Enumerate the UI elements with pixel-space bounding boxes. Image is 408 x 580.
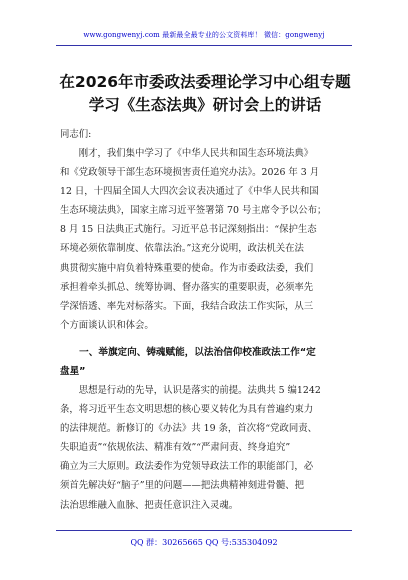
footer-contact: QQ 群：30265665 QQ 号:535304092 [130, 538, 278, 547]
salutation: 同志们: [60, 129, 92, 140]
paragraph-line: 8 月 15 日法典正式施行。习近平总书记深刻指出：“保护生态 [60, 224, 317, 236]
paragraph-line: 12 日，十四届全国人大四次会议表决通过了《中华人民共和国 [60, 186, 319, 198]
footer-divider [56, 530, 352, 531]
paragraph-line: 承担着牵头抓总、统筹协调、督办落实的重要职责，必须率先 [60, 281, 314, 293]
title-line-1: 在2026年市委政法委理论学习中心组专题 [59, 73, 351, 91]
paragraph-line: 刚才，我们集中学习了《中华人民共和国生态环境法典》 [60, 148, 314, 159]
paragraph-line: 思想是行动的先导，认识是落实的前提。法典共 5 编1242 [60, 385, 321, 396]
site-header-link[interactable]: www.gongwenyj.com 最新最全最专业的公文资料库！ 微信：gongwenyj [83, 31, 325, 39]
document-title [44, 71, 366, 117]
paragraph-line: 确立为三大原则。政法委作为党领导政法工作的职能部门，必 [60, 461, 314, 473]
paragraph-2 [60, 381, 360, 515]
header-divider [56, 45, 352, 46]
heading-line-1: 一、举旗定向、铸魂赋能，以法治信仰校准政法工作“定 [60, 347, 316, 358]
paragraph-1 [60, 144, 360, 335]
paragraph-line: 典贯彻实施中肩负着特殊重要的使命。作为市委政法委，我们 [60, 262, 314, 274]
paragraph-line: 和《党政领导干部生态环境损害责任追究办法》。2026 年 3 月 [60, 167, 320, 179]
paragraph-line: 的法律规范。新修订的《办法》共 19 条，首次将“党政同责、 [60, 423, 318, 435]
paragraph-line: 个方面谈认识和体会。 [60, 319, 154, 331]
paragraph-line: 条，将习近平生态文明思想的核心要义转化为具有普遍约束力 [60, 404, 314, 416]
paragraph-line: 学深悟透、率先对标落实。下面，我结合政法工作实际，从三 [60, 300, 314, 312]
paragraph-line: 法治思维融入血脉、把责任意识注入灵魂。 [60, 499, 239, 511]
title-line-2: 学习《生态法典》研讨会上的讲话 [88, 96, 322, 114]
heading-line-2: 盘星” [60, 366, 86, 377]
paragraph-line: 生态环境法典》，国家主席习近平签署第 70 号主席令予以公布； [60, 205, 327, 217]
paragraph-line: 须首先解决好“脑子”里的问题——把法典精神刻进骨髓、把 [60, 480, 304, 492]
section-heading-1 [60, 343, 360, 381]
paragraph-line: 环境必须依靠制度、依靠法治。”这充分说明，政法机关在法 [60, 243, 304, 255]
paragraph-line: 失职追责”“依规依法、精准有效”“严肃问责、终身追究” [60, 442, 291, 454]
